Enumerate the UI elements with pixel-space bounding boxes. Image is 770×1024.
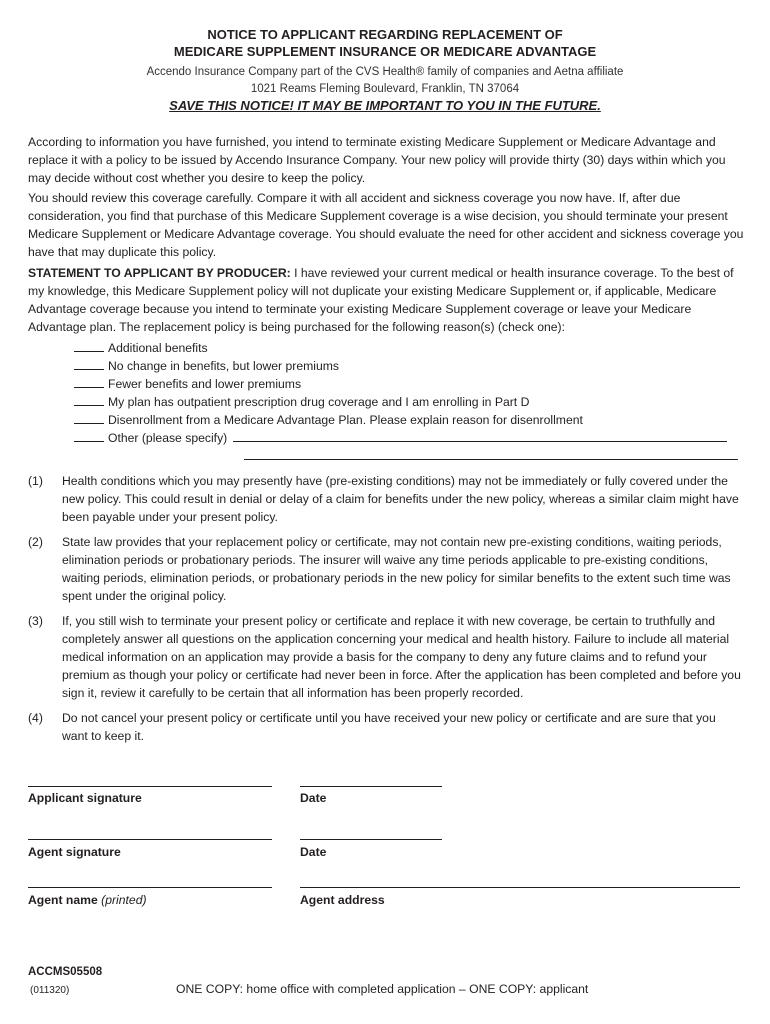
reason-option-other[interactable] bbox=[74, 429, 744, 447]
other-specify-line-2[interactable] bbox=[244, 459, 738, 460]
save-notice: SAVE THIS NOTICE! IT MAY BE IMPORTANT TO YOU IN THE FUTURE. bbox=[169, 98, 601, 113]
item-text: State law provides that your replacement policy or certificate, may not contain new pre-existing conditions, waiting periods, elimination periods or probationary periods. The insurer will waive any time periods applicable to pre-existing conditions, waiting periods, elimination periods, or probationary periods in the new policy for similar benefits to the extent such time was spent under the original policy. bbox=[62, 535, 731, 603]
agent-signature-line[interactable] bbox=[28, 839, 272, 840]
item-text: Do not cancel your present policy or certificate until you have received your new policy or certificate and are sure that you want to keep it. bbox=[62, 711, 716, 743]
intro-paragraph: According to information you have furnished, you intend to terminate existing Medicare Supplement or Medicare Advantage and replace it with a policy to be issued by Accendo Insurance Company. Your new policy will provide thirty (30) days within which you may decide without cost whether you desire to keep the policy. bbox=[28, 135, 726, 185]
reason-option[interactable] bbox=[74, 411, 744, 429]
producer-statement-label: STATEMENT TO APPLICANT BY PRODUCER: bbox=[28, 266, 291, 280]
reason-label: Fewer benefits and lower premiums bbox=[108, 377, 302, 391]
item-text: If, you still wish to terminate your present policy or certificate and replace it with new coverage, be certain to truthfully and completely answer all questions on the application concerning your medical and health history. Failure to include all material medical information on an application may provide a basis for the company to deny any future claims and to refund your premium as though your policy or certificate had never been in force. After the application has been completed and before you sign it, review it carefully to be certain that all information has been properly recorded. bbox=[62, 614, 741, 700]
applicant-date-line[interactable] bbox=[300, 786, 442, 787]
reason-check-blank[interactable] bbox=[74, 411, 104, 424]
address-line: 1021 Reams Fleming Boulevard, Franklin, TN 37064 bbox=[250, 83, 520, 95]
form-code: ACCMS05508 bbox=[28, 966, 103, 978]
item-number: (1) bbox=[28, 474, 43, 488]
agent-address-label: Agent address bbox=[300, 893, 385, 907]
title-line-1: NOTICE TO APPLICANT REGARDING REPLACEMENT OF bbox=[207, 27, 563, 42]
list-item bbox=[28, 709, 744, 745]
reason-option[interactable] bbox=[74, 339, 744, 357]
reason-checklist bbox=[74, 339, 744, 447]
agent-address-line[interactable] bbox=[300, 887, 740, 888]
agent-date-label: Date bbox=[300, 845, 327, 859]
agent-name-label bbox=[28, 893, 147, 907]
title-line-2: MEDICARE SUPPLEMENT INSURANCE OR MEDICARE ADVANTAGE bbox=[173, 44, 597, 59]
agent-signature-label: Agent signature bbox=[28, 845, 121, 859]
review-paragraph: You should review this coverage carefully. Compare it with all accident and sickness coverage you now have. If, after due consideration, you find that purchase of this Medicare Supplement coverage is a wise decision, you should terminate your present Medicare Supplement or Medicare Advantage coverage. You should evaluate the need for other accident and sickness coverage you have that may duplicate this policy. bbox=[28, 191, 744, 259]
item-number: (4) bbox=[28, 711, 43, 725]
reason-option[interactable] bbox=[74, 357, 744, 375]
producer-statement bbox=[28, 264, 744, 336]
applicant-date-label: Date bbox=[300, 791, 327, 805]
reason-check-blank[interactable] bbox=[74, 375, 104, 388]
form-date: (011320) bbox=[30, 985, 70, 996]
reason-check-blank[interactable] bbox=[74, 429, 104, 442]
list-item bbox=[28, 612, 744, 702]
item-number: (2) bbox=[28, 535, 43, 549]
reason-option[interactable] bbox=[74, 375, 744, 393]
applicant-signature-label: Applicant signature bbox=[28, 791, 142, 805]
reason-label: Additional benefits bbox=[108, 341, 208, 355]
agent-name-note: (printed) bbox=[101, 893, 147, 907]
reason-label: My plan has outpatient prescription drug coverage and I am enrolling in Part D bbox=[108, 395, 530, 409]
list-item bbox=[28, 533, 744, 605]
agent-date-line[interactable] bbox=[300, 839, 442, 840]
item-text: Health conditions which you may presently have (pre-existing conditions) may not be immediately or fully covered under the new policy. This could result in denial or delay of a claim for benefits under the new policy, whereas a similar claim might have been payable under your present policy. bbox=[62, 474, 739, 524]
copies-note: ONE COPY: home office with completed application – ONE COPY: applicant bbox=[176, 982, 589, 996]
list-item bbox=[28, 472, 744, 526]
company-line: Accendo Insurance Company part of the CVS Health® family of companies and Aetna affiliate bbox=[146, 66, 624, 78]
agent-name-line[interactable] bbox=[28, 887, 272, 888]
agent-name-text: Agent name bbox=[28, 893, 98, 907]
reason-label: Other (please specify) bbox=[108, 431, 228, 445]
reason-option[interactable] bbox=[74, 393, 744, 411]
reason-label: Disenrollment from a Medicare Advantage Plan. Please explain reason for disenrollment bbox=[108, 413, 583, 427]
reason-label: No change in benefits, but lower premiums bbox=[108, 359, 340, 373]
item-number: (3) bbox=[28, 614, 43, 628]
reason-check-blank[interactable] bbox=[74, 357, 104, 370]
reason-check-blank[interactable] bbox=[74, 339, 104, 352]
producer-statement-text: I have reviewed your current medical or health insurance coverage. To the best of my knowledge, this Medicare Supplement policy will not duplicate your existing Medicare Supplement or, if applicable, Medicare Advantage coverage because you intend to terminate your existing Medicare Supplement coverage or leave your Medicare Advantage plan. The replacement policy is being purchased for the following reason(s) (check one): bbox=[28, 266, 734, 334]
applicant-signature-line[interactable] bbox=[28, 786, 272, 787]
other-specify-line[interactable] bbox=[233, 429, 727, 442]
numbered-items bbox=[28, 472, 744, 752]
reason-check-blank[interactable] bbox=[74, 393, 104, 406]
